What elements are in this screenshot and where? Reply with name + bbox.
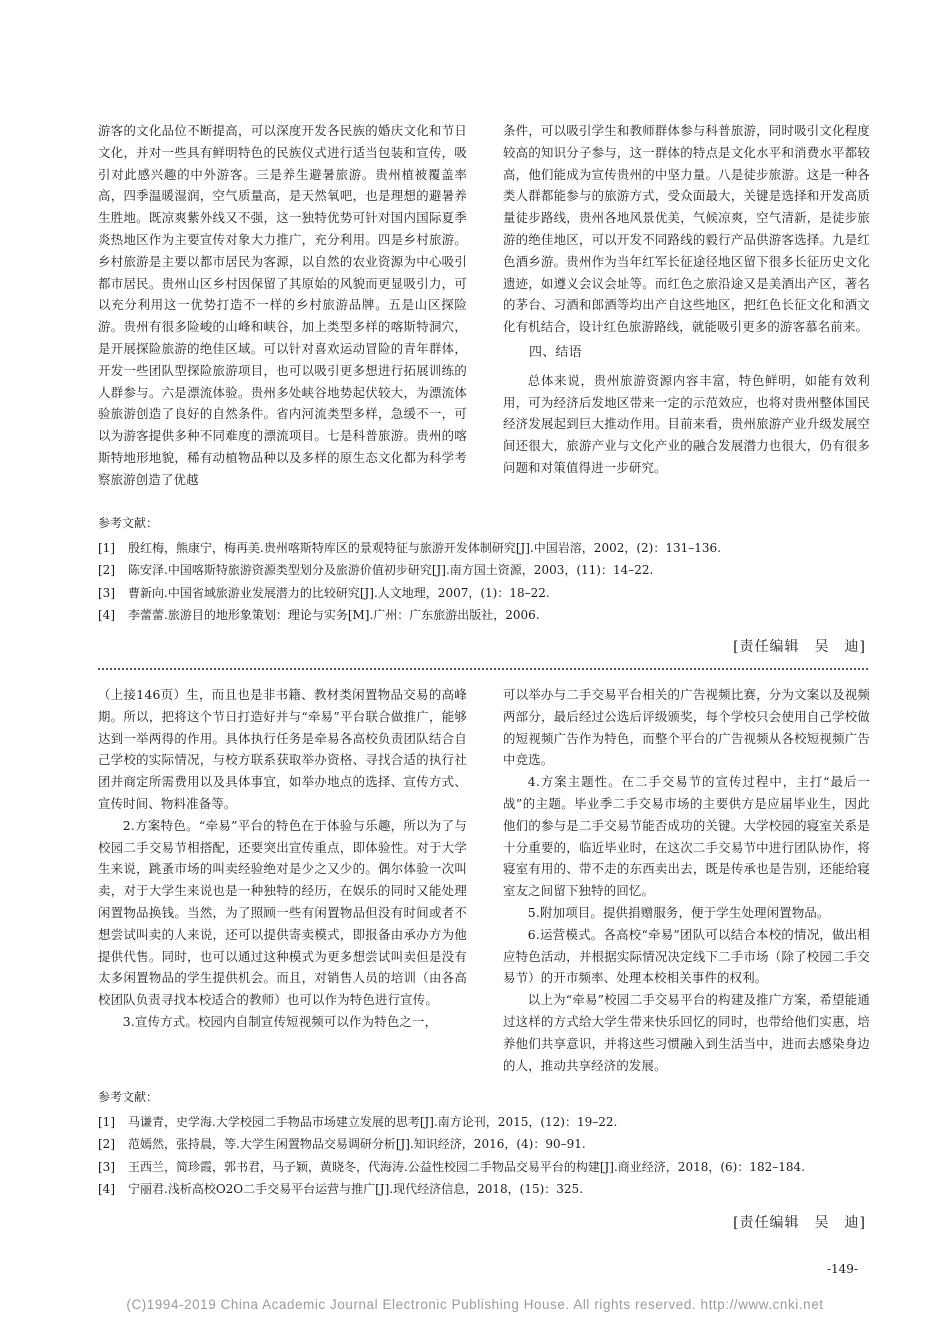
reference-item: [2] 范嫣然，张持晨，等.大学生闲置物品交易调研分析[J].知识经济，2016，(4)：90–91. (98, 1137, 586, 1151)
article-divider (98, 668, 868, 670)
reference-item: [4] 李蕾蕾.旅游目的地形象策划：理论与实务[M].广州：广东旅游出版社，2006. (98, 608, 540, 622)
reference-item: [2] 陈安泽.中国喀斯特旅游资源类型划分及旅游价值初步研究[J].南方国土资源，2003，(11)：14–22. (98, 563, 654, 577)
top-left-paragraph: 游客的文化品位不断提高，可以深度开发各民族的婚庆文化和节日文化，并对一些具有鲜明特色的民族仪式进行适当包装和宣传，吸引对此感兴趣的中外游客。三是养生避暑旅游。贵州植被覆盖率高，四季温暖湿润，空气质量高，是天然氧吧，也是理想的避暑养生胜地。既凉爽紫外线又不强，这一独特优势可针对国内国际夏季炎热地区作为主要宣传对象大力推广，充分利用。四是乡村旅游。乡村旅游是主要以都市居民为客源，以自然的农业资源为中心吸引都市居民。贵州山区乡村因保留了其原始的风貌而更显吸引力，可以充分利用这一优势打造不一样的乡村旅游品牌。五是山区探险游。贵州有很多险峻的山峰和峡谷，加上类型多样的喀斯特洞穴，是开展探险旅游的绝佳区域。可以针对喜欢运动冒险的青年群体，开发一些团队型探险旅游项目，也可以吸引更多想进行拓展训练的人群参与。六是漂流体验。贵州多处峡谷地势起伏较大，为漂流体验旅游创造了良好的自然条件。省内河流类型多样，急缓不一，可以为游客提供多种不同难度的漂流项目。七是科普旅游。贵州的喀斯特地形地貌，稀有动植物品种以及多样的原生态文化都为科学考察旅游创造了优越 (98, 123, 467, 487)
top-right-paragraph: 条件，可以吸引学生和教师群体参与科普旅游，同时吸引文化程度较高的知识分子参与，这一群体的特点是文化水平和消费水平都较高，他们能成为宣传贵州的中坚力量。八是徒步旅游。这是一种各类人群都能参与的旅游方式，受众面最大，关键是选择和开发高质量徒步路线，贵州各地风景优美，气候凉爽，空气清新，是徒步旅游的绝佳地区，可以开发不同路线的毅行产品供游客选择。九是红色酒乡游。贵州作为当年红军长征途径地区留下很多长征历史文化遗迹，如遵义会议会址等。而红色之旅沿途又是美酒出产区，著名的茅台、习酒和郎酒等均出产自这些地区，把红色长征文化和酒文化有机结合，设计红色旅游路线，就能吸引更多的游客慕名前来。 (503, 123, 870, 335)
reference-item: [1] 马谦青，史学海.大学校园二手物品市场建立发展的思考[J].南方论刊，2015，(12)：19–22. (98, 1114, 618, 1129)
top-references (98, 512, 858, 627)
body-paragraph: 5.附加项目。提供捐赠服务，便于学生处理闲置物品。 (527, 904, 830, 920)
bottom-left-column (98, 684, 467, 1033)
body-paragraph: （上接146页）生，而且也是非书籍、教材类闲置物品交易的高峰期。所以，把将这个节日打造好并与“牵易”平台联合做推广，能够达到一举两得的作用。具体执行任务是牵易各高校负责团队结合自己学校的实际情况，与校方联系获取举办资格、寻找合适的执行社团并商定所需费用以及具体事宜，如举办地点的选择、宣传方式、宣传时间、物料准备等。 (98, 687, 467, 811)
top-right-column (503, 120, 870, 479)
top-left-column (98, 120, 467, 491)
body-paragraph: 以上为“牵易”校园二手交易平台的构建及推广方案，希望能通过这样的方式给大学生带来快乐回忆的同时，也带给他们实惠，培养他们共享意识，并将这些习惯融入到生活当中，进而去感染身边的人，推动共享经济的发展。 (503, 992, 870, 1073)
references-title: 参考文献： (98, 1090, 159, 1104)
page-number: -149- (826, 1262, 858, 1276)
body-paragraph: 可以举办与二手交易平台相关的广告视频比赛，分为文案以及视频两部分，最后经过公选后评级颁奖，每个学校只会使用自己学校做的短视频广告作为特色，而整个平台的广告视频从各校短视频广告中竞选。 (503, 687, 870, 768)
reference-item: [1] 殷红梅，熊康宁，梅再美.贵州喀斯特库区的景观特征与旅游开发体制研究[J].中国岩溶，2002，(2)：131–136. (98, 540, 721, 555)
reference-item: [3] 王西兰，简珍霞，郭书君，马子颖，黄晓冬，代海涛.公益性校园二手物品交易平台的构建[J].商业经济，2018，(6)：182–184. (98, 1159, 805, 1174)
reference-item: [4] 宁丽君.浅析高校O2O二手交易平台运营与推广[J].现代经济信息，2018，(15)：325. (98, 1182, 584, 1196)
reference-item: [3] 曹新向.中国省域旅游业发展潜力的比较研究[J].人文地理，2007，(1)：18–22. (98, 585, 550, 600)
conclusion-paragraph: 总体来说，贵州旅游资源内容丰富，特色鲜明，如能有效利用，可为经济后发地区带来一定的示范效应，也将对贵州整体国民经济发展起到巨大推动作用。目前来看，贵州旅游产业升级发展空间还很大，旅游产业与文化产业的融合发展潜力也很大，仍有很多问题和对策值得进一步研究。 (503, 372, 870, 475)
body-paragraph: 6.运营模式。各高校“牵易”团队可以结合本校的情况，做出相应特色活动，并根据实际情况决定线下二手市场（除了校园二手交易节）的开市频率、处理本校相关事件的权利。 (503, 926, 870, 986)
editor-note-top: [责任编辑 吴 迪] (733, 639, 866, 655)
references-title: 参考文献： (98, 516, 159, 530)
body-paragraph: 4.方案主题性。在二手交易节的宣传过程中，主打“最后一战”的主题。毕业季二手交易市场的主要供方是应届毕业生，因此他们的参与是二手交易节能否成功的关键。大学校园的寝室关系是十分重要的，临近毕业时，在这次二手交易节中进行团队协作，将寝室有用的、带不走的东西卖出去，既是传承也是告别，还能给寝室友之间留下独特的回忆。 (503, 774, 870, 899)
copyright-footer: (C)1994-2019 China Academic Journal Electronic Publishing House. All rights reserved. http://www.cnki.net (126, 1297, 824, 1312)
editor-note-bottom: [责任编辑 吴 迪] (733, 1215, 866, 1231)
body-paragraph: 2.方案特色。“牵易”平台的特色在于体验与乐趣，所以为了与校园二手交易节相搭配，还要突出宣传重点，即体验性。对于大学生来说，跳蚤市场的叫卖经验绝对是少之又少的。偶尔体验一次叫卖，对于大学生来说也是一种独特的经历，在娱乐的同时又能处理闲置物品换钱。当然，为了照顾一些有闲置物品但没有时间或者不想尝试叫卖的人来说，还可以提供寄卖模式，即报备由承办方为他提供代售。同时，也可以通过这种模式为更多想尝试叫卖但是没有太多闲置物品的学生提供机会。而且，对销售人员的培训（由各高校团队负责寻找本校适合的教师）也可以作为特色进行宣传。 (98, 817, 467, 1008)
bottom-right-column (503, 684, 870, 1076)
body-paragraph: 3.宣传方式。校园内自制宣传短视频可以作为特色之一， (122, 1013, 438, 1029)
section-heading-conclusion: 四、结语 (529, 344, 582, 360)
bottom-references (98, 1086, 858, 1201)
